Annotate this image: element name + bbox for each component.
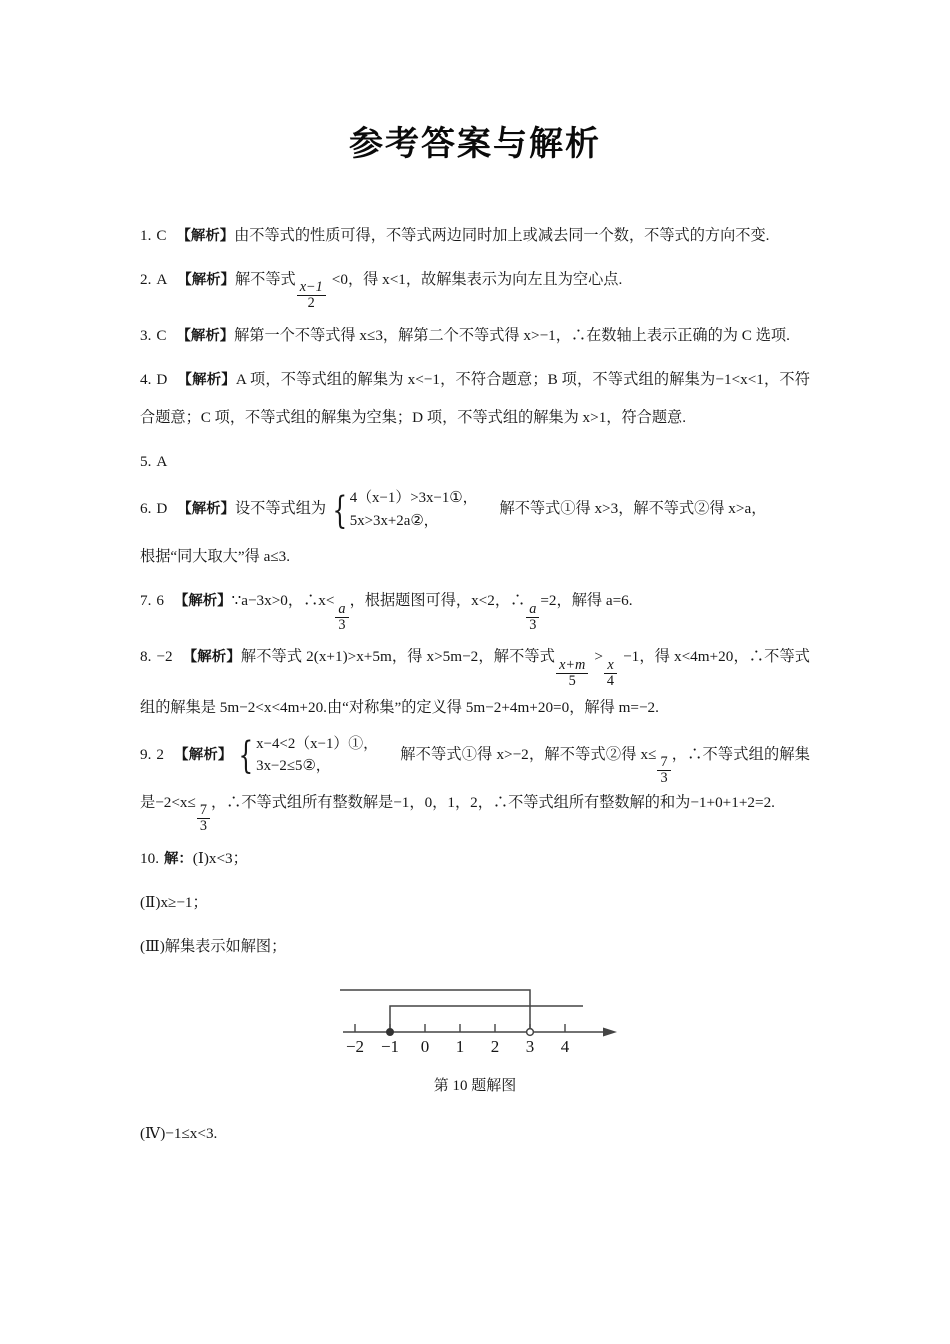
- system-row-2: 3x−2≤5②，: [256, 758, 331, 775]
- solution-tag-3: 【解析】: [176, 328, 235, 345]
- fraction-a-over-3-first: [335, 602, 348, 633]
- fraction-denominator: 3: [199, 818, 207, 835]
- fraction-numerator: x+m: [556, 658, 588, 674]
- answer-text-1: 由不等式的性质可得，不等式两边同时加上或减去同一个数，不等式的方向不变.: [234, 227, 770, 244]
- answers-list: [140, 217, 810, 1153]
- answer-number-3: 3.: [140, 327, 152, 345]
- answer-text-9-mid3: ，∴不等式组所有整数解是−1，0，1，2，∴不等式组所有整数解的和为−1+0+1+2=2.: [210, 793, 775, 811]
- answer-text-2-post: <0，得 x<1，故解集表示为向左且为空心点.: [331, 271, 623, 288]
- fraction-numerator: 7: [657, 755, 670, 771]
- solution-tag-7: 【解析】: [173, 593, 232, 610]
- answer-10-part3-line: [140, 928, 810, 966]
- answer-text-8-seg3: −1，得 x<4m+20，∴不等式组的解集是 5m−2<x<4m+20.由“对称集”的定义得 5m−2+4m+20=0，解得 m=−2.: [140, 648, 810, 716]
- figure-caption: 第 10 题解图: [433, 1077, 517, 1094]
- answer-value-8: −2: [156, 648, 173, 666]
- fraction-denominator: 4: [606, 672, 615, 689]
- answer-number-5: 5.: [140, 453, 152, 471]
- fraction-7-over-3-second: [197, 803, 210, 834]
- answer-number-10: 10.: [140, 849, 159, 867]
- answer-text-8-seg2: >: [594, 648, 603, 666]
- tick-label-minus-1: −1: [380, 1036, 400, 1056]
- inequality-system-9: [234, 733, 378, 778]
- fraction-numerator: 7: [197, 803, 210, 819]
- answer-item-5: [140, 443, 810, 481]
- tick-label-2: 2: [490, 1036, 500, 1056]
- answer-text-7-seg2: ，根据题图可得，x<2，∴: [349, 592, 526, 610]
- left-brace-icon: {: [332, 487, 348, 532]
- upper-ray-path: [340, 990, 530, 1032]
- fraction-x-plus-m-over-5: [556, 658, 588, 689]
- fraction-numerator: a: [526, 602, 539, 618]
- tick-label-4: 4: [560, 1036, 570, 1056]
- answer-text-6-mid: 解不等式①得 x>3，解不等式②得 x>a，: [499, 500, 767, 518]
- fraction-7-over-3-first: [657, 755, 670, 786]
- answer-choice-1: C: [156, 227, 167, 244]
- answer-10-part1: (Ⅰ)x<3；: [192, 849, 248, 867]
- fraction-numerator: x−1: [297, 280, 326, 296]
- answer-text-7-seg3: =2，解得 a=6.: [540, 592, 633, 610]
- answer-10-part4-line: [140, 1115, 810, 1153]
- answer-number-8: 8.: [140, 648, 152, 666]
- answer-item-6: [140, 487, 810, 532]
- closed-endpoint-at-minus-1: [387, 1029, 394, 1036]
- fraction-x-minus-1-over-2: [297, 280, 326, 311]
- solution-tag-4: 【解析】: [177, 372, 236, 389]
- tick-label-1: 1: [455, 1036, 465, 1056]
- fraction-a-over-3-second: [526, 602, 539, 633]
- answer-item-2: [140, 261, 810, 311]
- answer-number-1: 1.: [140, 227, 152, 244]
- answer-text-9-mid2: ，∴不等式组的解集是−2<x≤: [140, 745, 810, 811]
- system-row-1: x−4<2（x−1）①，: [256, 735, 379, 752]
- answer-10-part2: (Ⅱ)x≥−1；: [140, 893, 208, 911]
- answer-value-9: 2: [156, 745, 164, 763]
- answer-choice-3: C: [156, 327, 167, 345]
- solution-tag-1: 【解析】: [176, 228, 235, 244]
- answer-text-6-pre: 设不等式组为: [234, 500, 327, 518]
- answer-item-1: [140, 217, 810, 255]
- answer-text-9-mid1: 解不等式①得 x>−2，解不等式②得 x≤: [400, 745, 657, 763]
- lower-ray-path: [390, 1006, 583, 1032]
- solution-tag-6: 【解析】: [177, 501, 235, 518]
- fraction-denominator: 3: [338, 616, 346, 633]
- number-line-svg: [325, 980, 625, 1072]
- system-row-2: 5x>3x+2a②，: [349, 512, 439, 529]
- answer-number-4: 4.: [140, 371, 152, 389]
- answer-choice-4: D: [156, 371, 168, 389]
- answer-value-7: 6: [156, 592, 164, 610]
- tick-label-0: 0: [420, 1036, 430, 1056]
- answer-number-9: 9.: [140, 745, 152, 763]
- answer-text-6-post: 根据“同大取大”得 a≤3.: [140, 548, 291, 566]
- solution-tag-2: 【解析】: [177, 272, 235, 288]
- answer-text-2-pre: 解不等式: [234, 271, 296, 288]
- solution-tag-8: 【解析】: [182, 649, 241, 666]
- answer-text-3: 解第一个不等式得 x≤3，解第二个不等式得 x>−1，∴在数轴上表示正确的为 C 选项.: [234, 327, 790, 345]
- number-line-figure: [140, 980, 810, 1095]
- answer-choice-2: A: [156, 271, 168, 288]
- tick-label-3: 3: [525, 1036, 535, 1056]
- axis-arrow-icon: [603, 1027, 617, 1036]
- fraction-denominator: 5: [568, 672, 576, 689]
- answer-number-6: 6.: [140, 500, 152, 518]
- answer-10-part4: (Ⅳ)−1≤x<3.: [140, 1124, 218, 1142]
- answer-text-4: A 项，不等式组的解集为 x<−1，不符合题意；B 项，不等式组的解集为−1<x<1，不符合题意；C 项，不等式组的解集为空集；D 项，不等式组的解集为 x>1，符合题意.: [140, 371, 810, 427]
- solution-tag-9: 【解析】: [173, 746, 233, 763]
- fraction-x-over-4: [604, 658, 617, 689]
- tick-label-minus-2: −2: [345, 1036, 365, 1056]
- fraction-denominator: 3: [660, 769, 668, 786]
- answer-item-4: [140, 361, 810, 437]
- answer-choice-6: D: [156, 500, 168, 518]
- answer-text-8-seg1: 解不等式 2(x+1)>x+5m，得 x>5m−2，解不等式: [240, 648, 556, 666]
- answer-item-9: [140, 733, 810, 834]
- left-brace-icon: {: [238, 733, 254, 778]
- answer-item-3: [140, 317, 810, 355]
- answer-text-7-seg1: ∵a−3x>0，∴x<: [231, 592, 335, 610]
- answer-10-part3: (Ⅲ)解集表示如解图；: [140, 937, 287, 955]
- answer-choice-5: A: [156, 453, 168, 471]
- answer-item-6-cont: [140, 538, 810, 576]
- answer-10-part2-line: [140, 884, 810, 922]
- page-title: 参考答案与解析: [349, 124, 601, 164]
- answer-number-2: 2.: [140, 271, 152, 288]
- fraction-denominator: 2: [307, 295, 315, 312]
- answer-item-8: [140, 638, 810, 726]
- fraction-numerator: x: [604, 658, 616, 674]
- answer-number-7: 7.: [140, 592, 152, 610]
- open-endpoint-at-3: [527, 1029, 534, 1036]
- system-row-1: 4（x−1）>3x−1①，: [349, 490, 478, 507]
- fraction-numerator: a: [335, 602, 348, 618]
- fraction-denominator: 3: [529, 616, 537, 633]
- answer-label-10: 解：: [163, 850, 193, 867]
- inequality-system-6: [328, 487, 477, 532]
- answer-item-7: [140, 582, 810, 632]
- answer-item-10: [140, 840, 810, 878]
